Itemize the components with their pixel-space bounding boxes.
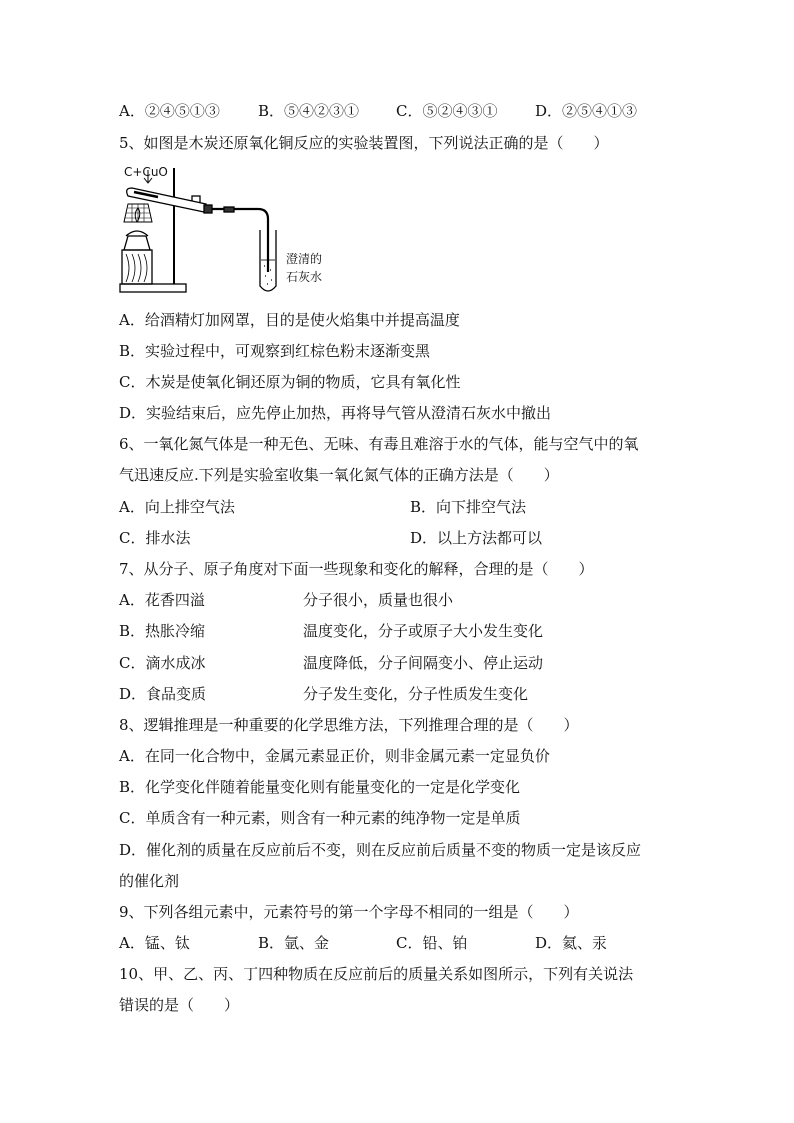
q8-option-d: D．催化剂的质量在反应前后不变，则在反应前后质量不变的物质一定是该反应 (119, 841, 642, 859)
q7-row-b-explanation: 温度变化，分子或原子大小发生变化 (303, 622, 544, 640)
q9-stem: 9、下列各组元素中，元素符号的第一个字母不相同的一组是（ ） (119, 903, 579, 921)
alcohol-lamp (124, 236, 150, 250)
q9-option-c: C．铅、铂 (396, 934, 468, 952)
q6-stem-line1: 6、一氧化氮气体是一种无色、无味、有毒且难溶于水的气体，能与空气中的氧 (119, 435, 639, 453)
q5-option-c: C．木炭是使氧化铜还原为铜的物质，它具有氧化性 (119, 373, 461, 391)
q4-option-a: A．②④⑤①③ (119, 102, 220, 120)
q7-row-c-explanation: 温度降低，分子间隔变小、停止运动 (303, 654, 544, 672)
q8-option-c: C．单质含有一种元素，则含有一种元素的纯净物一定是单质 (119, 809, 521, 827)
q7-row-d-explanation: 分子发生变化，分子性质发生变化 (303, 685, 529, 703)
q7-row-c-phenomenon: C．滴水成冰 (119, 654, 206, 672)
stand-base (120, 284, 186, 292)
q4-option-b: B．⑤④②③① (258, 102, 360, 120)
q4-option-d: D．②⑤④①③ (535, 102, 638, 120)
q7-row-a-explanation: 分子很小，质量也很小 (303, 591, 454, 609)
q7-row-d-phenomenon: D．食品变质 (119, 685, 207, 703)
q4-option-c: C．⑤②④③① (396, 102, 498, 120)
q8-option-a: A．在同一化合物中，金属元素显正价，则非金属元素一定显负价 (119, 747, 550, 765)
q5-option-b: B．实验过程中，可观察到红棕色粉末逐渐变黑 (119, 342, 431, 360)
q9-option-d: D．氦、汞 (535, 934, 608, 952)
q7-stem: 7、从分子、原子角度对下面一些现象和变化的解释，合理的是（ ） (119, 560, 594, 578)
q6-option-d: D．以上方法都可以 (410, 529, 543, 547)
q7-row-a-phenomenon: A．花香四溢 (119, 591, 205, 609)
q8-option-d-cont: 的催化剂 (119, 872, 180, 890)
q10-stem-line2: 错误的是（ ） (119, 996, 240, 1014)
q6-option-a: A．向上排空气法 (119, 498, 235, 516)
q7-row-b-phenomenon: B．热胀冷缩 (119, 622, 206, 640)
q9-option-a: A．锰、钛 (119, 934, 190, 952)
q5-option-d: D．实验结束后，应先停止加热，再将导气管从澄清石灰水中撤出 (119, 404, 552, 422)
q5-apparatus-figure (118, 160, 288, 300)
q9-option-b: B．氩、金 (258, 934, 330, 952)
q6-option-c: C．排水法 (119, 529, 191, 547)
q5-stem: 5、如图是木炭还原氧化铜反应的实验装置图，下列说法正确的是（ ） (119, 134, 609, 152)
q5-tube-label-1: 澄清的 (286, 252, 323, 266)
q10-stem-line1: 10、甲、乙、丙、丁四种物质在反应前后的质量关系如图所示，下列有关说法 (119, 965, 634, 983)
q5-tube-label-2: 石灰水 (286, 270, 323, 284)
q5-option-a: A．给酒精灯加网罩，目的是使火焰集中并提高温度 (119, 311, 460, 329)
q6-option-b: B．向下排空气法 (410, 498, 527, 516)
q8-option-b: B．化学变化伴随着能量变化则有能量变化的一定是化学变化 (119, 778, 521, 796)
q5-reactant-label: C+CuO (124, 165, 168, 179)
q6-stem-line2: 气迅速反应.下列是实验室收集一氧化氮气体的正确方法是（ ） (119, 466, 559, 484)
q8-stem: 8、逻辑推理是一种重要的化学思维方法，下列推理合理的是（ ） (119, 716, 579, 734)
